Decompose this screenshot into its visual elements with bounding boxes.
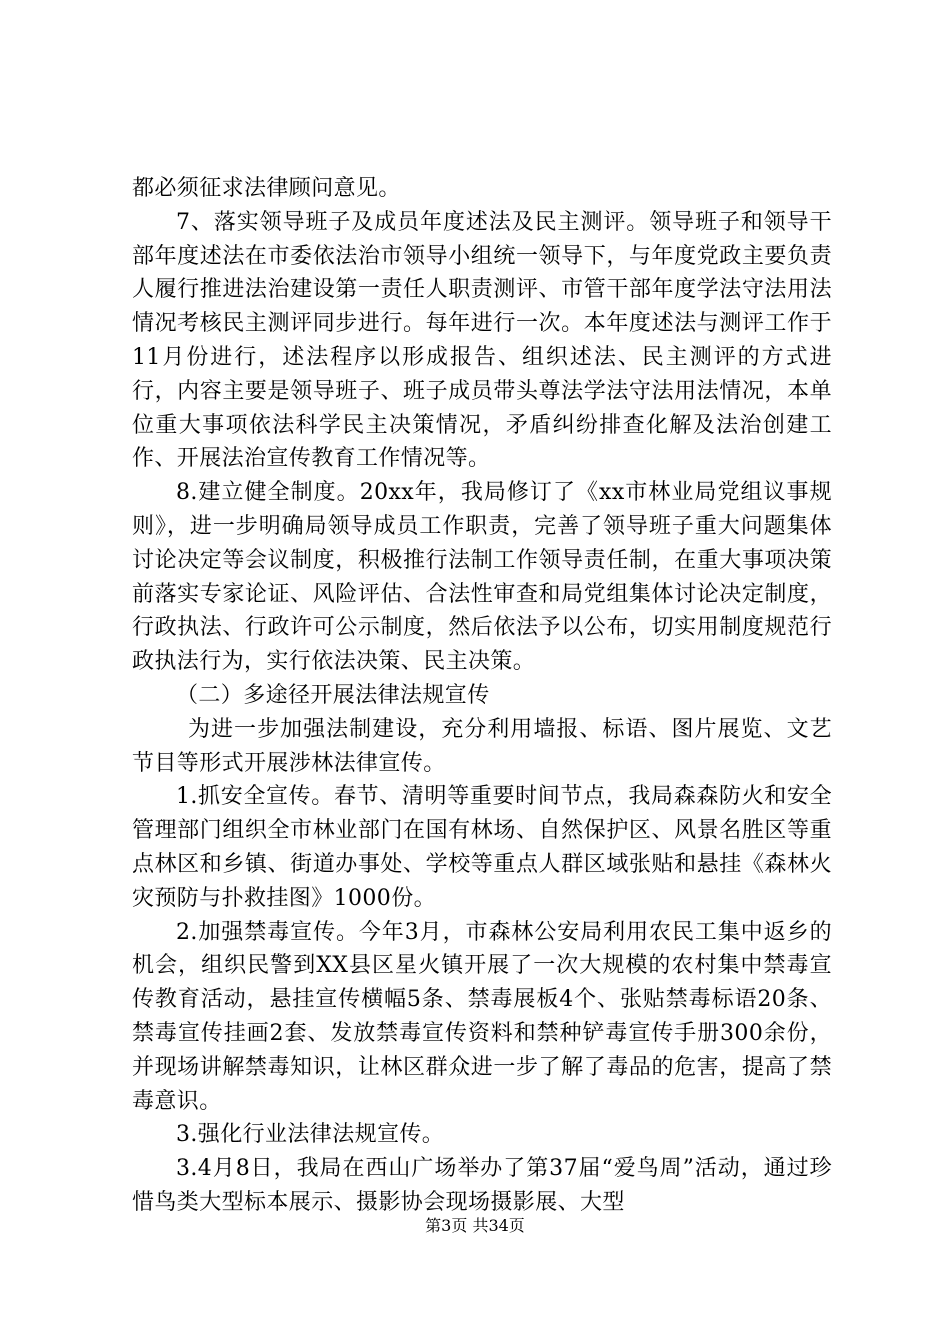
page-number-footer: 第3页 共34页 <box>425 1216 525 1235</box>
paragraph-item-7: 7、落实领导班子及成员年度述法及民主测评。领导班子和领导干部年度述法在市委依法治市领导小组统一领导下，与年度党政主要负责人履行推进法治建设第一责任人职责测评、市管干部年度学法守法用法情况考核民主测评同步进行。每年进行一次。本年度述法与测评工作于11月份进行，述法程序以形成报告、组织述法、民主测评的方式进行，内容主要是领导班子、班子成员带头尊法学法守法用法情况，本单位重大事项依法科学民主决策情况，矛盾纠纷排查化解及法治创建工作、开展法治宣传教育工作情况等。 <box>132 209 832 472</box>
paragraph-item-3-sub: 3.4月8日，我局在西山广场举办了第37届“爱鸟周”活动，通过珍惜鸟类大型标本展示、摄影协会现场摄影展、大型 <box>132 1156 832 1215</box>
paragraph-item-8: 8.建立健全制度。20xx年，我局修订了《xx市林业局党组议事规则》，进一步明确局领导成员工作职责，完善了领导班子重大问题集体讨论决定等会议制度，积极推行法制工作领导责任制，在重大事项决策前落实专家论证、风险评估、合法性审查和局党组集体讨论决定制度，行政执法、行政许可公示制度，然后依法予以公布，切实用制度规范行政执法行为，实行依法决策、民主决策。 <box>132 480 832 675</box>
paragraph-item-1: 1.抓安全宣传。春节、清明等重要时间节点，我局森森防火和安全管理部门组织全市林业部门在国有林场、自然保护区、风景名胜区等重点林区和乡镇、街道办事处、学校等重点人群区域张贴和悬挂《森林火灾预防与扑救挂图》1000份。 <box>132 784 832 911</box>
paragraph-item-2: 2.加强禁毒宣传。今年3月，市森林公安局利用农民工集中返乡的机会，组织民警到XX县区星火镇开展了一次大规模的农村集中禁毒宣传教育活动，悬挂宣传横幅5条、禁毒展板4个、张贴禁毒标语20条、禁毒宣传挂画2套、发放禁毒宣传资料和禁种铲毒宣传手册300余份，并现场讲解禁毒知识，让林区群众进一步了解了毒品的危害，提高了禁毒意识。 <box>132 919 832 1114</box>
paragraph-intro: 为进一步加强法制建设，充分利用墙报、标语、图片展览、文艺节目等形式开展涉林法律宣传。 <box>132 716 832 776</box>
document-body <box>132 172 832 1220</box>
paragraph-continuation: 都必须征求法律顾问意见。 <box>132 176 401 201</box>
paragraph-item-3: 3.强化行业法律法规宣传。 <box>176 1122 445 1148</box>
section-heading: （二）多途径开展法律法规宣传 <box>176 682 490 708</box>
